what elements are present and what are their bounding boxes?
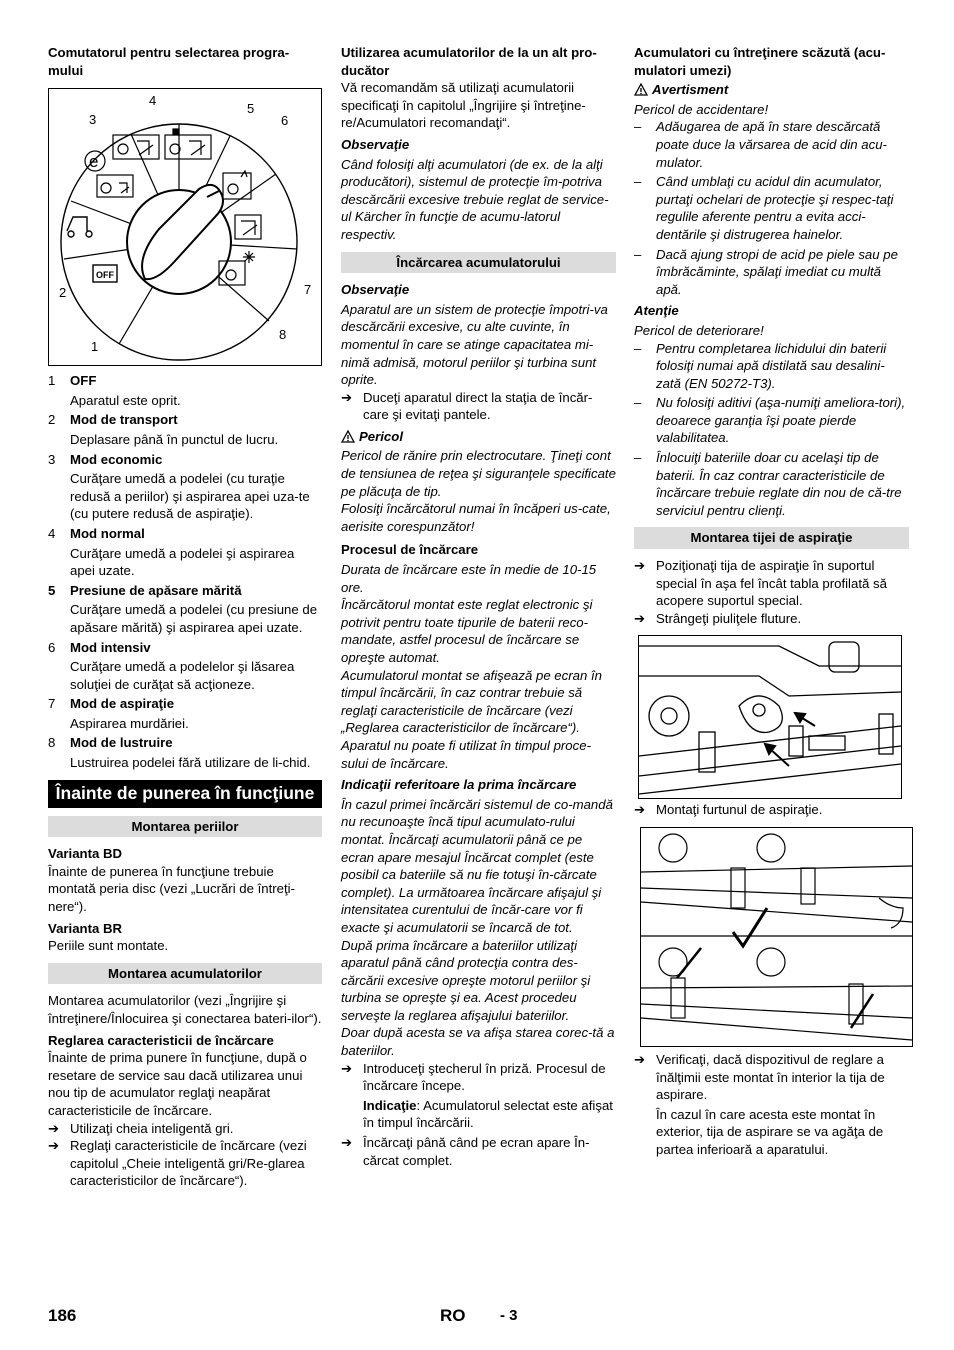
first-charge-title: Indicaţii referitoare la prima încărcare bbox=[341, 777, 577, 793]
dash-text: Când umblaţi cu acidul din acumulator, purtaţi ochelari de protecţie şi respec-taţi regulile aferente pentru a evita acci-dentările şi distrugerea hainelor. bbox=[656, 174, 894, 242]
arrow-icon: ➔ bbox=[341, 1060, 353, 1076]
squeegee-mount-image bbox=[638, 635, 902, 799]
bullet-text: Încărcaţi până când pe ecran apare În-cărcat complet. bbox=[363, 1135, 590, 1168]
mode-description: Curăţare umedă a podelei (cu presiune de apăsare mărită) şi aspirarea apei uzate. bbox=[70, 602, 318, 635]
bullet-text: Verificaţi, dacă dispozitivul de reglare a înălţimii este montat în interior la tija de aspirare. bbox=[656, 1052, 885, 1103]
squeegee-height-adjust-svg bbox=[641, 828, 912, 1046]
squeegee-height-adjust-image bbox=[640, 827, 913, 1047]
mode-number: 1 bbox=[48, 373, 56, 389]
bullet-text: Poziţionaţi tija de aspiraţie în suportul special în aşa fel încât tabla profilată să acopere suportul special. bbox=[656, 558, 887, 609]
hint-text: : Acumulatorul selectat este afişat în timpul încărcării. bbox=[363, 1097, 613, 1131]
column-right bbox=[634, 44, 909, 1159]
warning-heading bbox=[634, 81, 909, 99]
dial-number-8: 8 bbox=[279, 327, 287, 343]
arrow-icon: ➔ bbox=[341, 1135, 353, 1151]
first-charge-text-2: După prima încărcare a bateriilor utilizaţi aparatul până când protecţia contra des-cărcării excesive opreşte motorul periilor şi turbina se opreşte şi ea. Acest procedeu serveşte la reglarea afişajului bateriilor. bbox=[341, 937, 591, 1023]
mode-title: Mod de aspiraţie bbox=[70, 696, 175, 712]
column-left bbox=[48, 44, 322, 1190]
bullet-item bbox=[634, 1051, 909, 1159]
mode-item-4 bbox=[48, 525, 322, 580]
mode-number: 2 bbox=[48, 412, 56, 428]
mode-title: Mod economic bbox=[70, 451, 163, 467]
program-dial-figure bbox=[48, 88, 322, 366]
dial-number-3: 3 bbox=[89, 112, 97, 128]
mode-description: Curăţare umedă a podelei (cu turaţie redusă a periilor) şi aspirarea apei uza-te (cu putere redusă de aspiraţie). bbox=[70, 471, 310, 522]
dash-text: Pentru completarea lichidului din baterii folosiţi numai apă distilată sau desalini-zată (EN 50272-T3). bbox=[656, 340, 887, 391]
checkmark-icon bbox=[733, 908, 767, 946]
mode-item-7 bbox=[48, 695, 322, 732]
dash-marker: – bbox=[634, 119, 642, 135]
hint-label: Indicaţie bbox=[363, 1097, 417, 1113]
bullet-item bbox=[634, 557, 909, 610]
variant-bd-title: Varianta BD bbox=[48, 846, 123, 862]
arrow-icon: ➔ bbox=[48, 1120, 60, 1136]
bullet-item bbox=[341, 1134, 616, 1169]
danger-label: Pericol bbox=[359, 428, 403, 444]
danger-text-1: Pericol de rănire prin electrocutare. Ţineţi cont de tensiunea de reţea şi siguranţele specificate pe plăcuţa de tip. bbox=[341, 448, 616, 499]
mode-item-5 bbox=[48, 582, 322, 637]
dash-text: Nu folosiţi aditivi (aşa-numiţi ameliora-tori), deoarece garanţia îşi poate pierde valabilitatea. bbox=[656, 395, 906, 446]
language-code: RO bbox=[440, 1306, 466, 1325]
mode-title: OFF bbox=[70, 373, 97, 389]
mode-number: 3 bbox=[48, 451, 56, 467]
bullet-text: Introduceţi ştecherul în priză. Procesul de încărcare începe. bbox=[363, 1060, 606, 1094]
other-manufacturer-heading: Utilizarea acumulatorilor de la un alt pro-ducător bbox=[341, 45, 597, 78]
dash-marker: – bbox=[634, 340, 642, 356]
arrow-icon: ➔ bbox=[634, 802, 646, 818]
mode-description: Deplasare până în punctul de lucru. bbox=[70, 431, 279, 447]
dash-item bbox=[634, 246, 909, 299]
mode-description: Curăţare umedă a podelelor şi lăsarea soluţiei de curăţat să acţioneze. bbox=[70, 659, 295, 692]
mode-item-2 bbox=[48, 411, 322, 448]
column-middle bbox=[341, 44, 616, 1169]
sub-page-number: - 3 bbox=[500, 1307, 518, 1324]
first-charge-text-3: Doar după acesta se va afişa starea corec-tă a bateriilor. bbox=[341, 1025, 615, 1059]
brushes-subsection-title: Montarea periilor bbox=[48, 816, 322, 838]
danger-text-2: Folosiţi încărcătorul numai în încăperi us-cate, aerisite corespunzător! bbox=[341, 501, 611, 534]
eco-letter: e bbox=[89, 152, 99, 172]
mode-description: Aspirarea murdăriei. bbox=[70, 715, 189, 731]
bullet-text: Duceţi aparatul direct la staţia de încăr-care şi evitaţi pantele. bbox=[363, 389, 593, 423]
bullet-item bbox=[48, 1120, 322, 1138]
hint-line bbox=[363, 1097, 616, 1132]
mode-title: Mod de lustruire bbox=[70, 735, 173, 751]
dash-item bbox=[634, 118, 909, 171]
first-charge-text-1: În cazul primei încărcări sistemul de co-mandă nu recunoaşte încă tipul acumulato-rului montat. Încărcaţi acumulatorii până ce pe ecran apare mesajul Încărcat complet (este posibil ca bateriile să nu fie totuşi în-cărcate complet). La următoarea încărcare afişajul şi intensitatea curentului de încăr-care vor fi exacte şi acumulatorii se încarcă de tot. bbox=[341, 796, 613, 935]
mode-description: Curăţare umedă a podelei şi aspirarea apei uzate. bbox=[70, 545, 295, 579]
dial-number-6: 6 bbox=[281, 113, 289, 129]
recommendation-text: Vă recomandăm să utilizaţi acumulatorii specificaţi în capitolul „Îngrijire şi întreţine-re/Acumulatori recomandaţi“. bbox=[341, 80, 586, 131]
warning-triangle-icon bbox=[341, 430, 355, 443]
mode-item-8 bbox=[48, 734, 322, 771]
mode-title: Mod intensiv bbox=[70, 639, 151, 655]
dash-marker: – bbox=[634, 395, 642, 411]
dash-item bbox=[634, 173, 909, 243]
charging-process-text-3: Acumulatorul montat se afişează pe ecran în timpul încărcării, în caz contrar trebuie să reglaţi caracteristicile de încărcare (vezi „Reglarea caracteristicilor de încărcare“). bbox=[341, 667, 602, 736]
charge-characteristic-title: Reglarea caracteristicii de încărcare bbox=[48, 1032, 274, 1048]
bullet-item bbox=[48, 1137, 322, 1190]
bullet-text: Utilizaţi cheia inteligentă gri. bbox=[70, 1120, 234, 1136]
warning-sub: Pericol de accidentare! bbox=[634, 101, 769, 117]
mode-number: 5 bbox=[48, 582, 56, 598]
dial-number-1: 1 bbox=[91, 339, 99, 355]
arrow-icon: ➔ bbox=[634, 1052, 646, 1067]
mode-title: Mod normal bbox=[70, 525, 145, 541]
mode-number: 7 bbox=[48, 696, 56, 712]
mode-description: Aparatul este oprit. bbox=[70, 392, 181, 408]
mode-title: Presiune de apăsare mărită bbox=[70, 582, 242, 598]
dash-item bbox=[634, 340, 909, 393]
mode-description: Lustruirea podelei fără utilizare de li-chid. bbox=[70, 755, 311, 771]
dash-text: Dacă ajung stropi de acid pe piele sau pe îmbrăcăminte, spălaţi imediat cu multă apă. bbox=[656, 246, 898, 297]
warning-label: Avertisment bbox=[652, 82, 729, 98]
battery-text: Montarea acumulatorilor (vezi „Îngrijire şi întreţinere/Înlocuirea şi conectarea bateri-ilor“). bbox=[48, 993, 322, 1026]
arrow-icon: ➔ bbox=[341, 389, 353, 405]
bullet-text: Montaţi furtunul de aspiraţie. bbox=[656, 802, 823, 818]
dial-number-5: 5 bbox=[247, 101, 255, 117]
mode-item-3 bbox=[48, 451, 322, 523]
arrow-icon: ➔ bbox=[48, 1138, 60, 1154]
dash-item bbox=[634, 394, 909, 447]
charging-process-text-2: Încărcătorul montat este reglat electronic şi potrivit pentru toate tipurile de baterii reco-mandate, astfel procesul de încărcare se opreşte automat. bbox=[341, 597, 593, 665]
note-text: Când folosiţi alţi acumulatori (de ex. de la alţi producători), sistemul de protecţie îm-potriva descărcării excesive trebuie reglat de service-ul Kärcher în funcţie de acumu-latorul respectiv. bbox=[341, 156, 609, 242]
program-switch-heading: Comutatorul pentru selectarea progra-mului bbox=[48, 45, 290, 78]
program-mode-list bbox=[48, 372, 322, 771]
danger-heading bbox=[341, 428, 616, 446]
dash-marker: – bbox=[634, 450, 642, 466]
bullet-text: Reglaţi caracteristicile de încărcare (vezi capitolul „Cheie inteligentă gri/Re-glarea caracteristicilor de încărcare“). bbox=[70, 1138, 307, 1189]
dash-text: Înlocuiţi bateriile doar cu acelaşi tip de baterii. În caz contrar caracteristicile de încărcare trebuie reglate din nou de că-tre serviciul pentru clienţi. bbox=[656, 450, 902, 518]
variant-br-title: Varianta BR bbox=[48, 920, 123, 936]
mode-item-1 bbox=[48, 372, 322, 409]
dial-number-4: 4 bbox=[149, 93, 157, 109]
arrow-icon: ➔ bbox=[634, 610, 646, 626]
charging-subsection-title: Încărcarea acumulatorului bbox=[341, 252, 616, 274]
dash-marker: – bbox=[634, 246, 642, 262]
dash-marker: – bbox=[634, 174, 642, 190]
arrow-icon: ➔ bbox=[634, 558, 646, 574]
squeegee-mount-svg bbox=[639, 636, 901, 798]
bullet-item bbox=[341, 389, 616, 424]
charging-process-text-4: Aparatul nu poate fi utilizat în timpul proce-sului de încărcare. bbox=[341, 737, 591, 771]
note2-label: Observaţie bbox=[341, 282, 410, 298]
page-number: 186 bbox=[48, 1306, 77, 1325]
mode-title: Mod de transport bbox=[70, 412, 178, 428]
mode-number: 8 bbox=[48, 735, 56, 751]
wet-battery-heading: Acumulatori cu întreţinere scăzută (acu-mulatori umezi) bbox=[634, 45, 886, 78]
charging-process-text-1: Durata de încărcare este în medie de 10-15 ore. bbox=[341, 562, 597, 595]
section-title: Înainte de punerea în funcţiune bbox=[48, 780, 322, 808]
off-icon bbox=[93, 265, 117, 282]
dial-number-7: 7 bbox=[304, 282, 312, 298]
note-label: Observaţie bbox=[341, 136, 410, 152]
battery-subsection-title: Montarea acumulatorilor bbox=[48, 963, 322, 985]
bullet-item bbox=[634, 801, 909, 819]
note2-text: Aparatul are un sistem de protecţie împotri-va descărcării excesive, cu alte cuvinte, în momentul în care se atinge capacitatea mi-nimă admisă, motorul periilor şi turbina sunt oprite. bbox=[341, 301, 608, 388]
squeegee-subsection-title: Montarea tijei de aspiraţie bbox=[634, 527, 909, 549]
program-dial-svg bbox=[49, 89, 321, 365]
charging-process-title: Procesul de încărcare bbox=[341, 542, 479, 558]
bullet-continuation: În cazul în care acesta este montat în exterior, tija de aspirare se va agăţa de partea inferioară a aparatului. bbox=[656, 1106, 884, 1157]
warning-triangle-icon bbox=[634, 83, 648, 96]
mode-item-6 bbox=[48, 639, 322, 694]
variant-br-text: Periile sunt montate. bbox=[48, 938, 169, 954]
dash-text: Adăugarea de apă în stare descărcată poate duce la vărsarea de acid din acu-mulator. bbox=[656, 119, 887, 170]
caution-sub: Pericol de deteriorare! bbox=[634, 322, 764, 338]
mode-number: 4 bbox=[48, 525, 56, 541]
caution-label: Atenţie bbox=[634, 303, 679, 319]
dash-item bbox=[634, 449, 909, 519]
variant-bd-text: Înainte de punerea în funcţiune trebuie montată peria disc (vezi „Lucrări de întreţi-nere“). bbox=[48, 863, 295, 915]
charge-characteristic-text: Înainte de prima punere în funcţiune, după o resetare de service sau dacă utilizarea unui nou tip de acumulator reglaţi neapărat caracteristicile de încărcare. bbox=[48, 1050, 307, 1118]
dial-number-2: 2 bbox=[59, 285, 67, 301]
bullet-item bbox=[634, 610, 909, 628]
bullet-item bbox=[341, 1060, 616, 1132]
bullet-text: Strângeţi piuliţele fluture. bbox=[656, 610, 802, 626]
mode-number: 6 bbox=[48, 639, 56, 655]
off-label: OFF bbox=[96, 270, 114, 281]
